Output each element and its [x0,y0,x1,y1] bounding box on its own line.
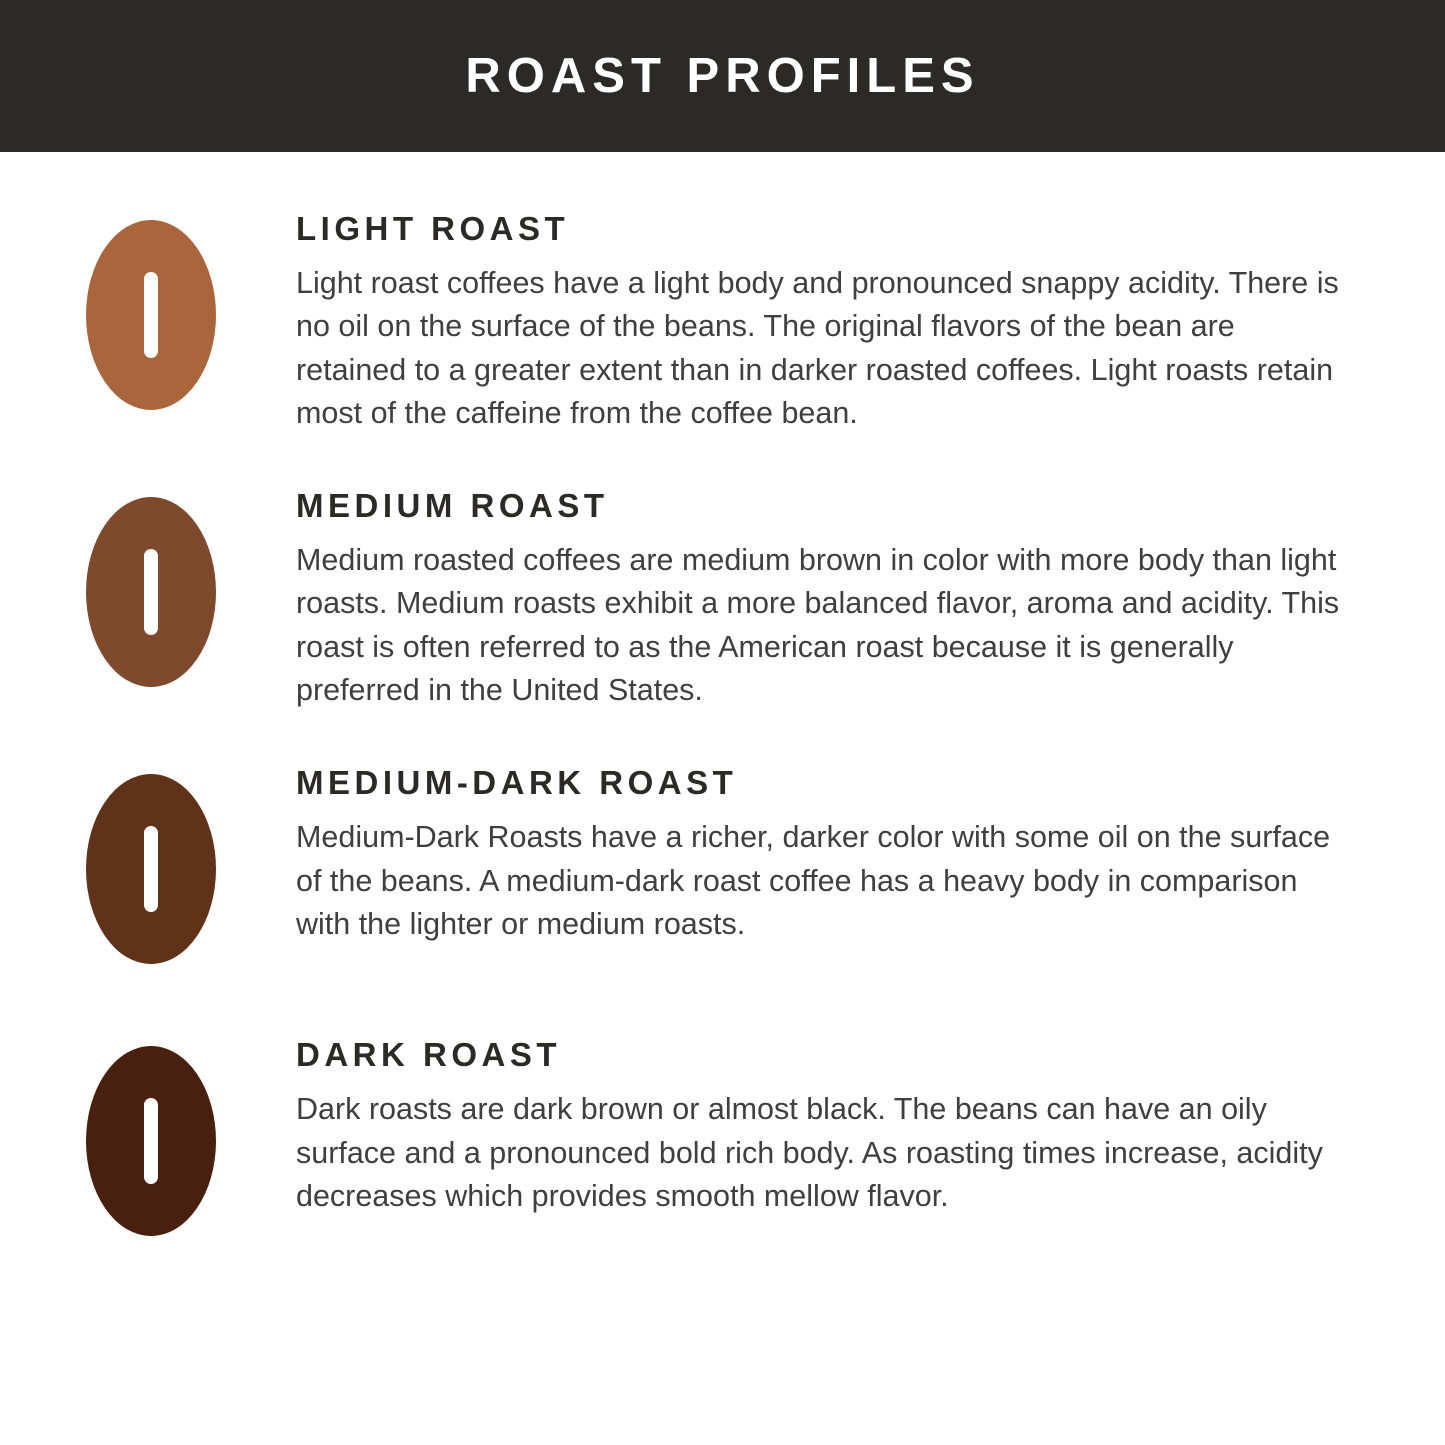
roast-title: MEDIUM ROAST [296,487,609,525]
page-header [0,0,1445,152]
list-item [86,487,1359,712]
roast-text-block [296,487,1359,712]
roast-text-block [296,1036,1359,1218]
list-item [86,1036,1359,1236]
bean-icon-wrap [86,764,296,964]
roast-title: LIGHT ROAST [296,210,570,247]
coffee-bean-icon [86,497,216,687]
bean-icon-wrap [86,1036,296,1236]
roast-title: DARK ROAST [296,1036,561,1074]
roast-description: Medium roasted coffees are medium brown in color with more body than light roasts. Medium roasts exhibit a more balanced flavor, aroma and acidity. This roast is often referred to as the American roast because it is generally preferred in the United States. [296,543,1340,708]
coffee-bean-icon [86,1046,216,1236]
list-item [86,764,1359,964]
bean-icon-wrap [86,487,296,687]
roast-description: Light roast coffees have a light body and pronounced snappy acidity. There is no oil on the surface of the beans. The original flavors of the bean are retained to a greater extent than in darker roasted coffees. Light roasts retain most of the caffeine from the coffee bean. [296,266,1339,430]
roast-description: Medium-Dark Roasts have a richer, darker color with some oil on the surface of the beans. A medium-dark roast coffee has a heavy body in comparison with the lighter or medium roasts. [296,820,1331,941]
roast-title: MEDIUM-DARK ROAST [296,764,738,802]
roast-description: Dark roasts are dark brown or almost black. The beans can have an oily surface and a pronounced bold rich body. As roasting times increase, acidity decreases which provides smooth mellow flavor. [296,1092,1323,1213]
page-title: ROAST PROFILES [465,49,980,103]
coffee-bean-icon [86,220,216,410]
list-item [86,210,1359,435]
roast-text-block [296,210,1359,435]
bean-icon-wrap [86,210,296,410]
coffee-bean-icon [86,774,216,964]
roast-text-block [296,764,1359,946]
roast-list [0,152,1445,1445]
